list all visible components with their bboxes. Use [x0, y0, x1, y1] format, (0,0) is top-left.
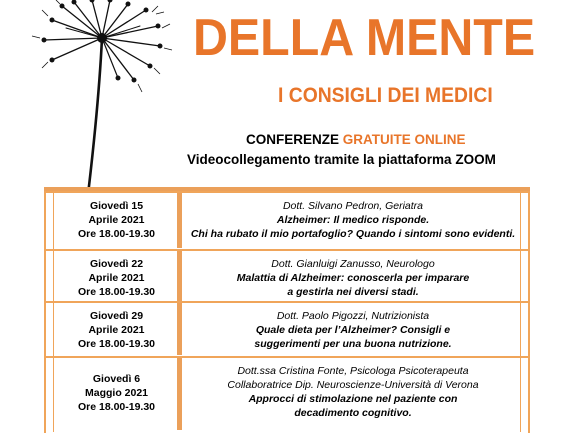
event-month: Aprile 2021 — [88, 272, 145, 284]
event-month: Aprile 2021 — [88, 324, 145, 336]
event-row — [46, 193, 528, 248]
event-speaker: Dott. Gianluigi Zanusso, Neurologo — [271, 258, 435, 270]
event-speaker: Dott. Silvano Pedron, Geriatra — [282, 200, 424, 212]
event-time: Ore 18.00-19.30 — [77, 286, 156, 298]
conference-highlight: GRATUITE ONLINE — [342, 132, 466, 147]
event-speaker: Dott.ssa Cristina Fonte, Psicologa Psicoterapeuta — [237, 365, 469, 377]
event-topic: Quale dieta per l’Alzheimer? Consigli e — [255, 324, 451, 336]
event-time: Ore 18.00-19.30 — [77, 228, 156, 240]
event-speaker: Dott. Paolo Pigozzi, Nutrizionista — [276, 310, 430, 322]
event-topic: Chi ha rubato il mio portafoglio? Quando i sintomi sono evidenti. — [190, 228, 516, 240]
event-topic: a gestirla nei diversi stadi. — [287, 286, 419, 298]
event-day: Giovedì 29 — [89, 310, 144, 322]
event-topic: Alzheimer: Il medico risponde. — [276, 214, 430, 226]
event-info — [182, 193, 528, 248]
conference-prefix: CONFERENZE — [246, 132, 340, 147]
event-row — [46, 301, 528, 355]
event-date — [56, 358, 182, 430]
event-month: Maggio 2021 — [84, 387, 149, 399]
event-day: Giovedì 15 — [89, 200, 144, 212]
zoom-info: Videocollegamento tramite la piattaforma ZOOM — [187, 152, 496, 167]
event-info — [182, 303, 528, 355]
event-date — [56, 193, 182, 248]
event-affiliation: Collaboratrice Dip. Neuroscienze-Università di Verona — [227, 379, 479, 391]
event-topic: Approcci di stimolazione nel paziente con — [248, 393, 458, 405]
page-subtitle: I CONSIGLI DEI MEDICI — [278, 84, 493, 107]
event-info — [182, 358, 528, 430]
event-month: Aprile 2021 — [88, 214, 145, 226]
event-row — [46, 356, 528, 430]
event-topic: suggerimenti per una buona nutrizione. — [254, 338, 452, 350]
event-topic: decadimento cognitivo. — [294, 407, 412, 419]
event-date — [56, 251, 182, 301]
event-time: Ore 18.00-19.30 — [77, 401, 156, 413]
event-info — [182, 251, 528, 301]
event-row — [46, 249, 528, 301]
event-day: Giovedì 22 — [89, 258, 144, 270]
conference-heading — [246, 132, 466, 147]
event-time: Ore 18.00-19.30 — [77, 338, 156, 350]
event-day: Giovedì 6 — [92, 373, 141, 385]
event-date — [56, 303, 182, 355]
page-title: DELLA MENTE — [193, 9, 536, 67]
event-topic: Malattia di Alzheimer: conoscerla per imparare — [236, 272, 470, 284]
